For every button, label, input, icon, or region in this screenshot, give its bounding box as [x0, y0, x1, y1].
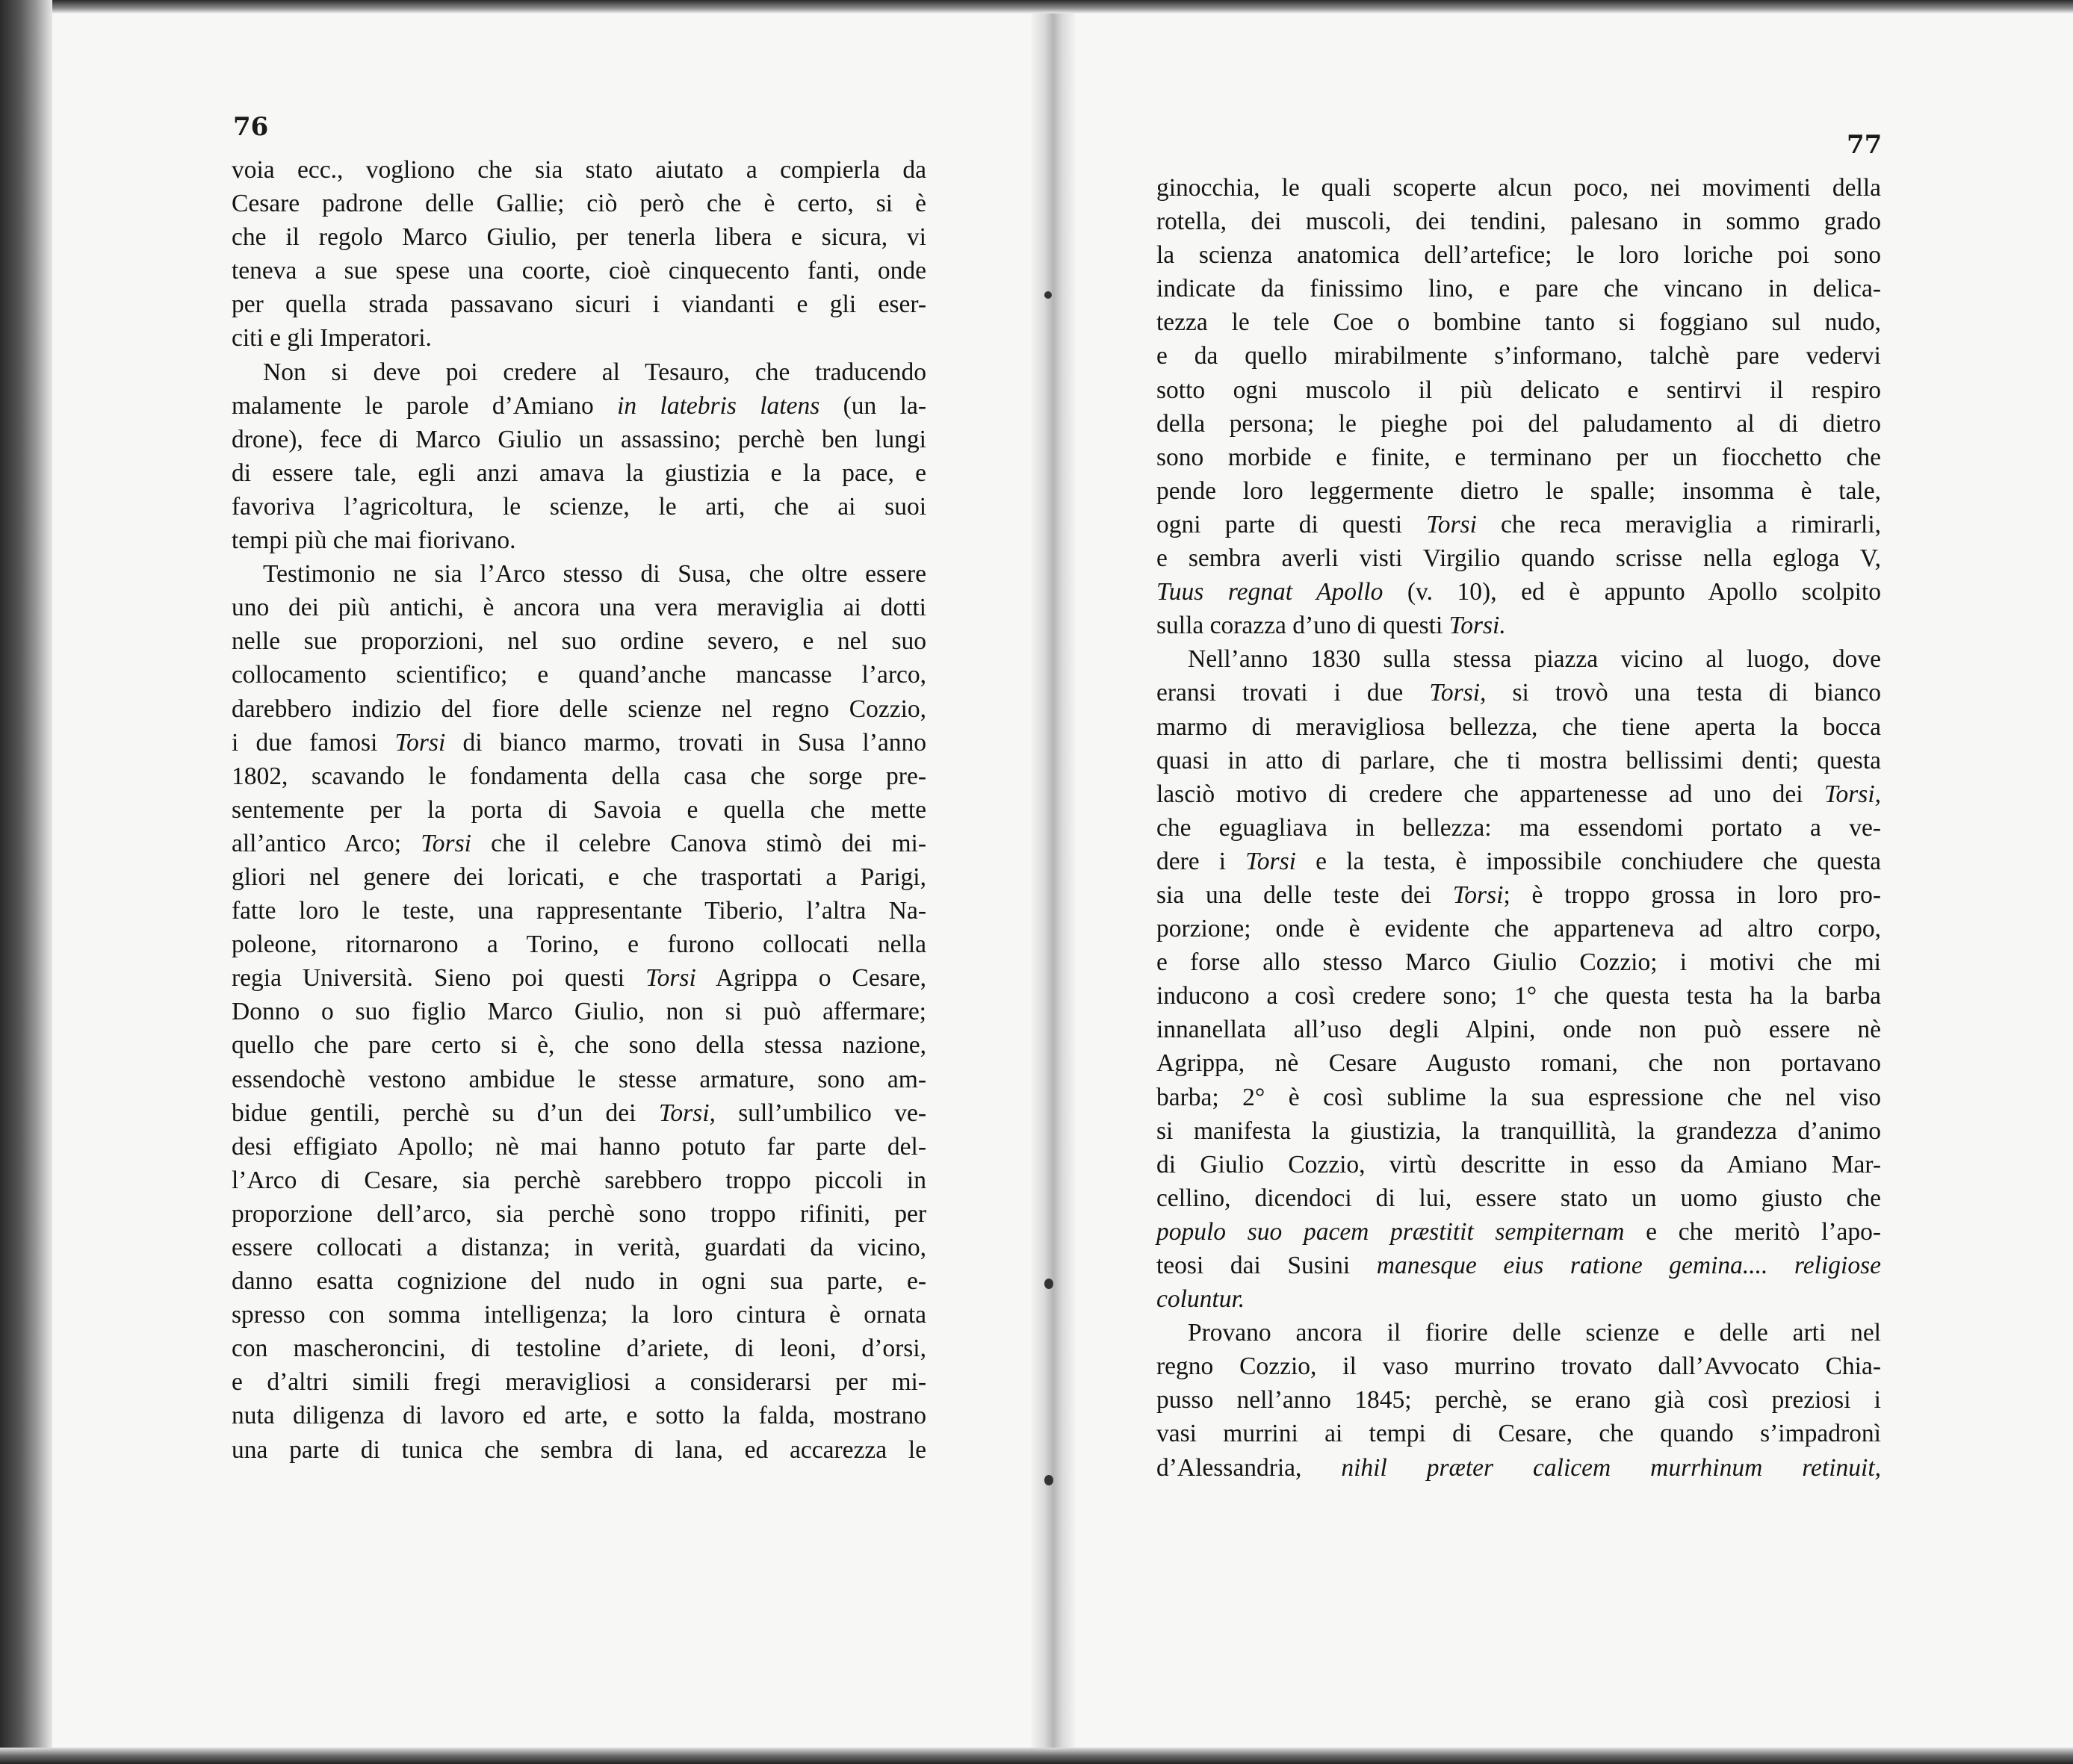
text-line: di Giulio Cozzio, virtù descritte in esso da Amiano Mar- — [1156, 1150, 1881, 1178]
italic-segment: Torsi — [1426, 510, 1477, 538]
text-segment: sull’umbilico ve- — [715, 1099, 927, 1127]
text-line: innanellata all’uso degli Alpini, onde non può essere nè — [1156, 1016, 1881, 1044]
scan-edge-top — [0, 0, 2073, 13]
text-segment: si trovò una testa di bianco — [1486, 679, 1881, 707]
text-line: sono morbide e finite, e terminano per un fiocchetto che — [1156, 443, 1881, 471]
text-line: Provano ancora il fiorire delle scienze e delle arti nel — [1188, 1319, 1881, 1347]
text-line — [1156, 1282, 1881, 1316]
text-line: desi effigiato Apollo; nè mai hanno potuto far parte del- — [232, 1132, 926, 1161]
text-line: indicate da finissimo lino, e pare che vincano in delica- — [1156, 275, 1881, 303]
text-line: pende loro leggermente dietro le spalle; insomma è tale, — [1156, 476, 1881, 505]
text-line: teneva a sue spese una coorte, cioè cinquecento fanti, onde — [232, 257, 926, 285]
text-line: cellino, dicendoci di lui, essere stato un uomo giusto che — [1156, 1184, 1881, 1212]
italic-segment: nihil præter calicem murrhinum retinuit, — [1341, 1453, 1881, 1482]
text-line: per quella strada passavano sicuri i viandanti e gli eser- — [232, 291, 926, 319]
text-line: barba; 2° è così sublime la sua espressione che nel viso — [1156, 1083, 1881, 1111]
text-line — [232, 1096, 926, 1130]
text-line: Donno o suo figlio Marco Giulio, non si può affermare; — [232, 998, 926, 1026]
text-line: inducono a così credere sono; 1° che questa testa ha la barba — [1156, 982, 1881, 1010]
text-segment: sulla corazza d’uno di questi — [1156, 612, 1449, 640]
text-line: Agrippa, nè Cesare Augusto romani, che non portavano — [1156, 1049, 1881, 1078]
text-segment: che reca meraviglia a rimirarli, — [1476, 510, 1882, 538]
text-line: che il regolo Marco Giulio, per tenerla libera e sicura, vi — [232, 223, 926, 252]
text-line — [232, 961, 926, 995]
text-line: e da quello mirabilmente s’informano, talchè pare vedervi — [1156, 342, 1881, 370]
text-segment: sia una delle teste dei — [1156, 881, 1453, 909]
text-segment: (v. 10), ed è appunto Apollo scolpito — [1383, 578, 1882, 606]
italic-segment: Torsi, — [658, 1099, 716, 1127]
italic-segment: manesque eius ratione gemina.... religiose — [1376, 1252, 1881, 1279]
text-line — [1156, 777, 1881, 811]
text-segment: quasi in atto di parlare, che ti mostra bellissimi denti; questa — [1156, 746, 1881, 774]
text-line: e d’altri simili fregi meravigliosi a considerarsi per mi- — [232, 1368, 926, 1397]
italic-segment: Tuus regnat Apollo — [1156, 578, 1383, 606]
text-line — [1156, 508, 1881, 541]
text-line: che eguagliava in bellezza: ma essendomi portato a ve- — [1156, 813, 1881, 842]
text-segment: regia Università. Sieno poi questi — [232, 964, 646, 993]
italic-segment: Torsi — [394, 728, 446, 757]
text-line: spresso con somma intelligenza; la loro cintura è ornata — [232, 1301, 926, 1329]
text-line: sentemente per la porta di Savoia e quella che mette — [232, 795, 926, 824]
text-line: tezza le tele Coe o bombine tanto si foggiano sul nudo, — [1156, 308, 1881, 337]
text-line: nuta diligenza di lavoro ed arte, e sotto la falda, mostrano — [232, 1402, 926, 1430]
text-line: regno Cozzio, il vaso murrino trovato dall’Avvocato Chia- — [1156, 1352, 1881, 1381]
text-line — [232, 726, 926, 760]
text-line: uno dei più antichi, è ancora una vera meraviglia ai dotti — [232, 594, 926, 622]
text-line: essendochè vestono ambidue le stesse armature, sono am- — [232, 1065, 926, 1093]
text-line — [1156, 1215, 1881, 1249]
italic-segment: Torsi — [1452, 881, 1504, 909]
text-segment: dere i — [1156, 847, 1246, 875]
text-line: citi e gli Imperatori. — [232, 324, 432, 353]
text-segment: d’Alessandria, — [1156, 1453, 1342, 1482]
binding-mark — [1044, 291, 1052, 299]
text-line: la scienza anatomica dell’artefice; le loro loriche poi sono — [1156, 241, 1881, 270]
italic-segment: populo suo pacem præstitit sempiternam — [1156, 1217, 1625, 1246]
text-segment: all’antico Arco; — [232, 829, 421, 857]
text-segment: malamente le parole d’Amiano — [232, 391, 618, 420]
text-line — [232, 389, 926, 423]
binding-mark — [1044, 1475, 1053, 1485]
text-segment: ogni parte di questi — [1156, 510, 1427, 538]
italic-segment: coluntur. — [1156, 1285, 1245, 1314]
text-line: si manifesta la giustizia, la tranquillità, la grandezza d’animo — [1156, 1117, 1881, 1145]
text-line: rotella, dei muscoli, dei tendini, palesano in sommo grado — [1156, 208, 1881, 236]
text-line: gliori nel genere dei loricati, e che trasportati a Parigi, — [232, 863, 926, 891]
text-line: vasi murrini ai tempi di Cesare, che quando s’impadronì — [1156, 1420, 1881, 1448]
text-line: fatte loro le teste, una rappresentante Tiberio, l’altra Na- — [232, 897, 926, 925]
scan-edge-left — [0, 0, 52, 1764]
text-segment: bidue gentili, perchè su d’un dei — [232, 1099, 659, 1127]
text-line: porzione; onde è evidente che apparteneva ad altro corpo, — [1156, 915, 1881, 943]
text-segment: ; è troppo grossa in loro pro- — [1503, 881, 1881, 909]
text-line: Testimonio ne sia l’Arco stesso di Susa, che oltre essere — [263, 560, 926, 588]
text-segment: i due famosi — [232, 728, 395, 757]
right-page-number: 77 — [1847, 130, 1883, 160]
text-line: marmo di meravigliosa bellezza, che tiene aperta la bocca — [1156, 712, 1881, 741]
text-line: danno esatta cognizione del nudo in ogni sua parte, e- — [232, 1267, 926, 1296]
text-segment: e che meritò l’apo- — [1624, 1217, 1881, 1246]
text-line: poleone, ritornarono a Torino, e furono collocati nella — [232, 931, 926, 959]
text-segment: lasciò motivo di credere che appartenesse ad uno dei — [1156, 780, 1824, 808]
text-line: essere collocati a distanza; in verità, guardati da vicino, — [232, 1234, 926, 1261]
italic-segment: Torsi. — [1448, 612, 1506, 640]
italic-segment: Torsi, — [1823, 780, 1881, 808]
text-line — [1156, 1249, 1881, 1282]
text-line — [1156, 575, 1881, 609]
book-gutter — [1031, 13, 1076, 1748]
text-line: quello che pare certo si è, che sono della stessa nazione, — [232, 1031, 926, 1060]
text-line: nelle sue proporzioni, nel suo ordine severo, e nel suo — [232, 627, 926, 656]
text-line: una parte di tunica che sembra di lana, ed accarezza le — [232, 1435, 926, 1464]
text-line: Cesare padrone delle Gallie; ciò però che è certo, si è — [232, 190, 926, 218]
text-line — [1156, 878, 1881, 912]
right-page-text — [1156, 171, 1881, 1485]
text-line: con mascheroncini, di testoline d’ariete, di leoni, d’orsi, — [232, 1335, 926, 1363]
text-line: drone), fece di Marco Giulio un assassino; perchè ben lungi — [232, 425, 926, 453]
text-line: proporzione dell’arco, sia perchè sono troppo rifiniti, per — [232, 1199, 926, 1228]
text-segment: Agrippa o Cesare, — [695, 964, 926, 993]
text-line: tempi più che mai fiorivano. — [232, 527, 516, 555]
italic-segment: Torsi, — [1429, 679, 1487, 707]
text-line — [1156, 845, 1881, 878]
text-segment: eransi trovati i due — [1156, 679, 1430, 707]
text-line: e forse allo stesso Marco Giulio Cozzio; i motivi che mi — [1156, 948, 1881, 977]
text-line: della persona; le pieghe poi del paludamento al di dietro — [1156, 409, 1881, 438]
text-line: voia ecc., vogliono che sia stato aiutato a compierla da — [232, 156, 926, 184]
left-page-text — [232, 153, 926, 1467]
text-segment: teosi dai Susini — [1156, 1252, 1377, 1279]
text-line — [1156, 1451, 1881, 1485]
text-segment: (un la- — [819, 391, 926, 420]
text-line: l’Arco di Cesare, sia perchè sarebbero troppo piccoli in — [232, 1166, 926, 1194]
text-line: e sembra averli visti Virgilio quando scrisse nella egloga V, — [1156, 544, 1881, 573]
text-line — [1156, 609, 1881, 642]
left-page-number: 76 — [233, 112, 269, 142]
text-line — [1156, 676, 1881, 709]
italic-segment: in latebris latens — [617, 391, 820, 420]
text-line — [232, 827, 926, 860]
text-segment: e la testa, è impossibile conchiudere che questa — [1295, 847, 1882, 875]
text-line: pusso nell’anno 1845; perchè, se erano già così preziosi i — [1156, 1386, 1881, 1414]
text-line: Nell’anno 1830 sulla stessa piazza vicino al luogo, dove — [1188, 645, 1881, 674]
text-line: collocamento scientifico; e quand’anche mancasse l’arco, — [232, 661, 926, 689]
text-segment: di bianco marmo, trovati in Susa l’anno — [445, 728, 926, 757]
italic-segment: Torsi — [421, 829, 471, 857]
scan-edge-bottom — [0, 1748, 2073, 1764]
italic-segment: Torsi — [645, 964, 696, 993]
text-line: di essere tale, egli anzi amava la giustizia e la pace, e — [232, 459, 926, 487]
text-segment: che il celebre Canova stimò dei mi- — [471, 829, 927, 857]
text-line: darebbero indizio del fiore delle scienze nel regno Cozzio, — [232, 695, 926, 723]
text-line: ginocchia, le quali scoperte alcun poco, nei movimenti della — [1156, 174, 1881, 202]
text-line: favoriva l’agricoltura, le scienze, le arti, che ai suoi — [232, 492, 926, 521]
binding-mark — [1044, 1279, 1053, 1289]
text-line: Non si deve poi credere al Tesauro, che traducendo — [263, 358, 926, 386]
text-line: sotto ogni muscolo il più delicato e sentirvi il respiro — [1156, 376, 1881, 404]
text-line — [1156, 744, 1881, 777]
italic-segment: Torsi — [1245, 847, 1296, 875]
text-line: 1802, scavando le fondamenta della casa che sorge pre- — [232, 762, 926, 790]
